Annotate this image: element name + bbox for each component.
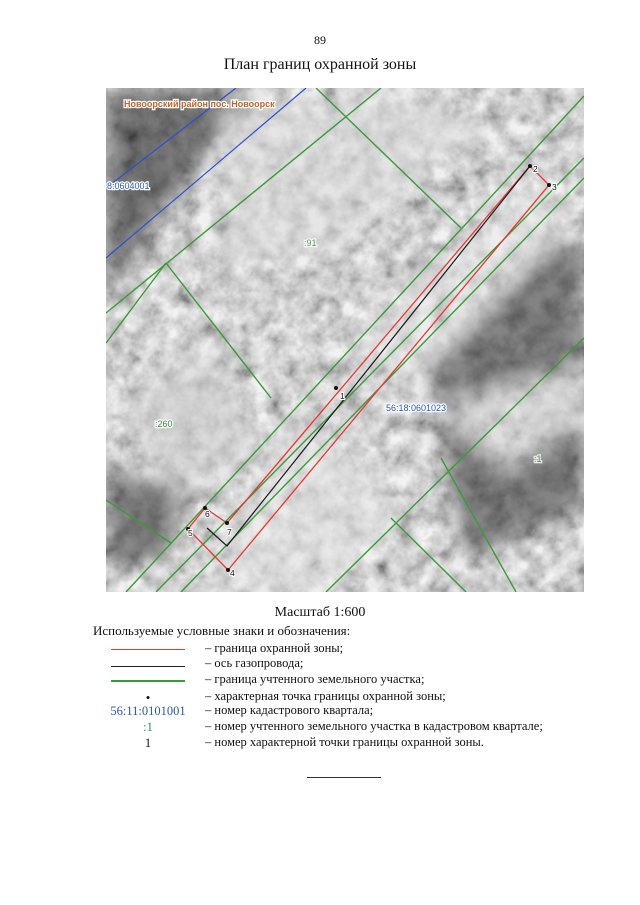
legend-item-parcel-border [93, 672, 593, 689]
quarter-number-symbol: 56:11:0101001 [110, 704, 186, 718]
legend-text: – граница учтенного земельного участка; [205, 672, 425, 686]
red-line-symbol [111, 649, 185, 650]
legend-item-quarter-number [93, 703, 593, 720]
map-scale: Масштаб 1:600 [274, 605, 366, 620]
legend-text: – ось газопровода; [205, 656, 304, 670]
legend-title: Используемые условные знаки и обозначения: [93, 623, 351, 638]
parcel-label-left: :260 [155, 419, 173, 429]
point-marker [225, 521, 229, 525]
quarter-label-top: 8:0604001 [107, 181, 150, 191]
legend-text: – номер кадастрового квартала; [205, 703, 374, 717]
end-divider [307, 777, 381, 778]
point-label: 7 [227, 527, 232, 537]
dot-symbol: • [145, 690, 151, 705]
point-label: 5 [188, 528, 193, 538]
page-number: 89 [314, 33, 326, 47]
district-label: Новоорский район пос. Новоорск [124, 99, 275, 109]
green-line-symbol [111, 680, 185, 682]
point-label: 1 [340, 391, 345, 401]
point-marker [528, 164, 532, 168]
legend-text: – граница охранной зоны; [205, 641, 344, 655]
point-label: 4 [230, 568, 235, 578]
map-image [106, 88, 584, 592]
parcel-label-right: :1 [534, 454, 542, 464]
point-number-symbol: 1 [144, 736, 152, 750]
point-marker [334, 386, 338, 390]
legend-text: – номер учтенного земельного участка в кадастровом квартале; [205, 719, 543, 733]
legend-item-point-number [93, 735, 593, 752]
point-label: 6 [205, 509, 210, 519]
point-label: 2 [533, 164, 538, 174]
legend-item-pipeline-axis [93, 656, 593, 673]
legend-item-parcel-number [93, 719, 593, 736]
page-title: План границ охранной зоны [223, 56, 417, 73]
parcel-number-symbol: :1 [143, 720, 153, 734]
point-label: 3 [552, 182, 557, 192]
black-line-symbol [111, 666, 185, 667]
parcel-label-top: :91 [304, 238, 317, 248]
legend-text: – номер характерной точки границы охранной зоны. [205, 735, 484, 749]
point-marker [547, 183, 551, 187]
quarter-label-main: 56:18:0601023 [386, 403, 447, 413]
legend-text: – характерная точка границы охранной зоны; [205, 689, 446, 703]
